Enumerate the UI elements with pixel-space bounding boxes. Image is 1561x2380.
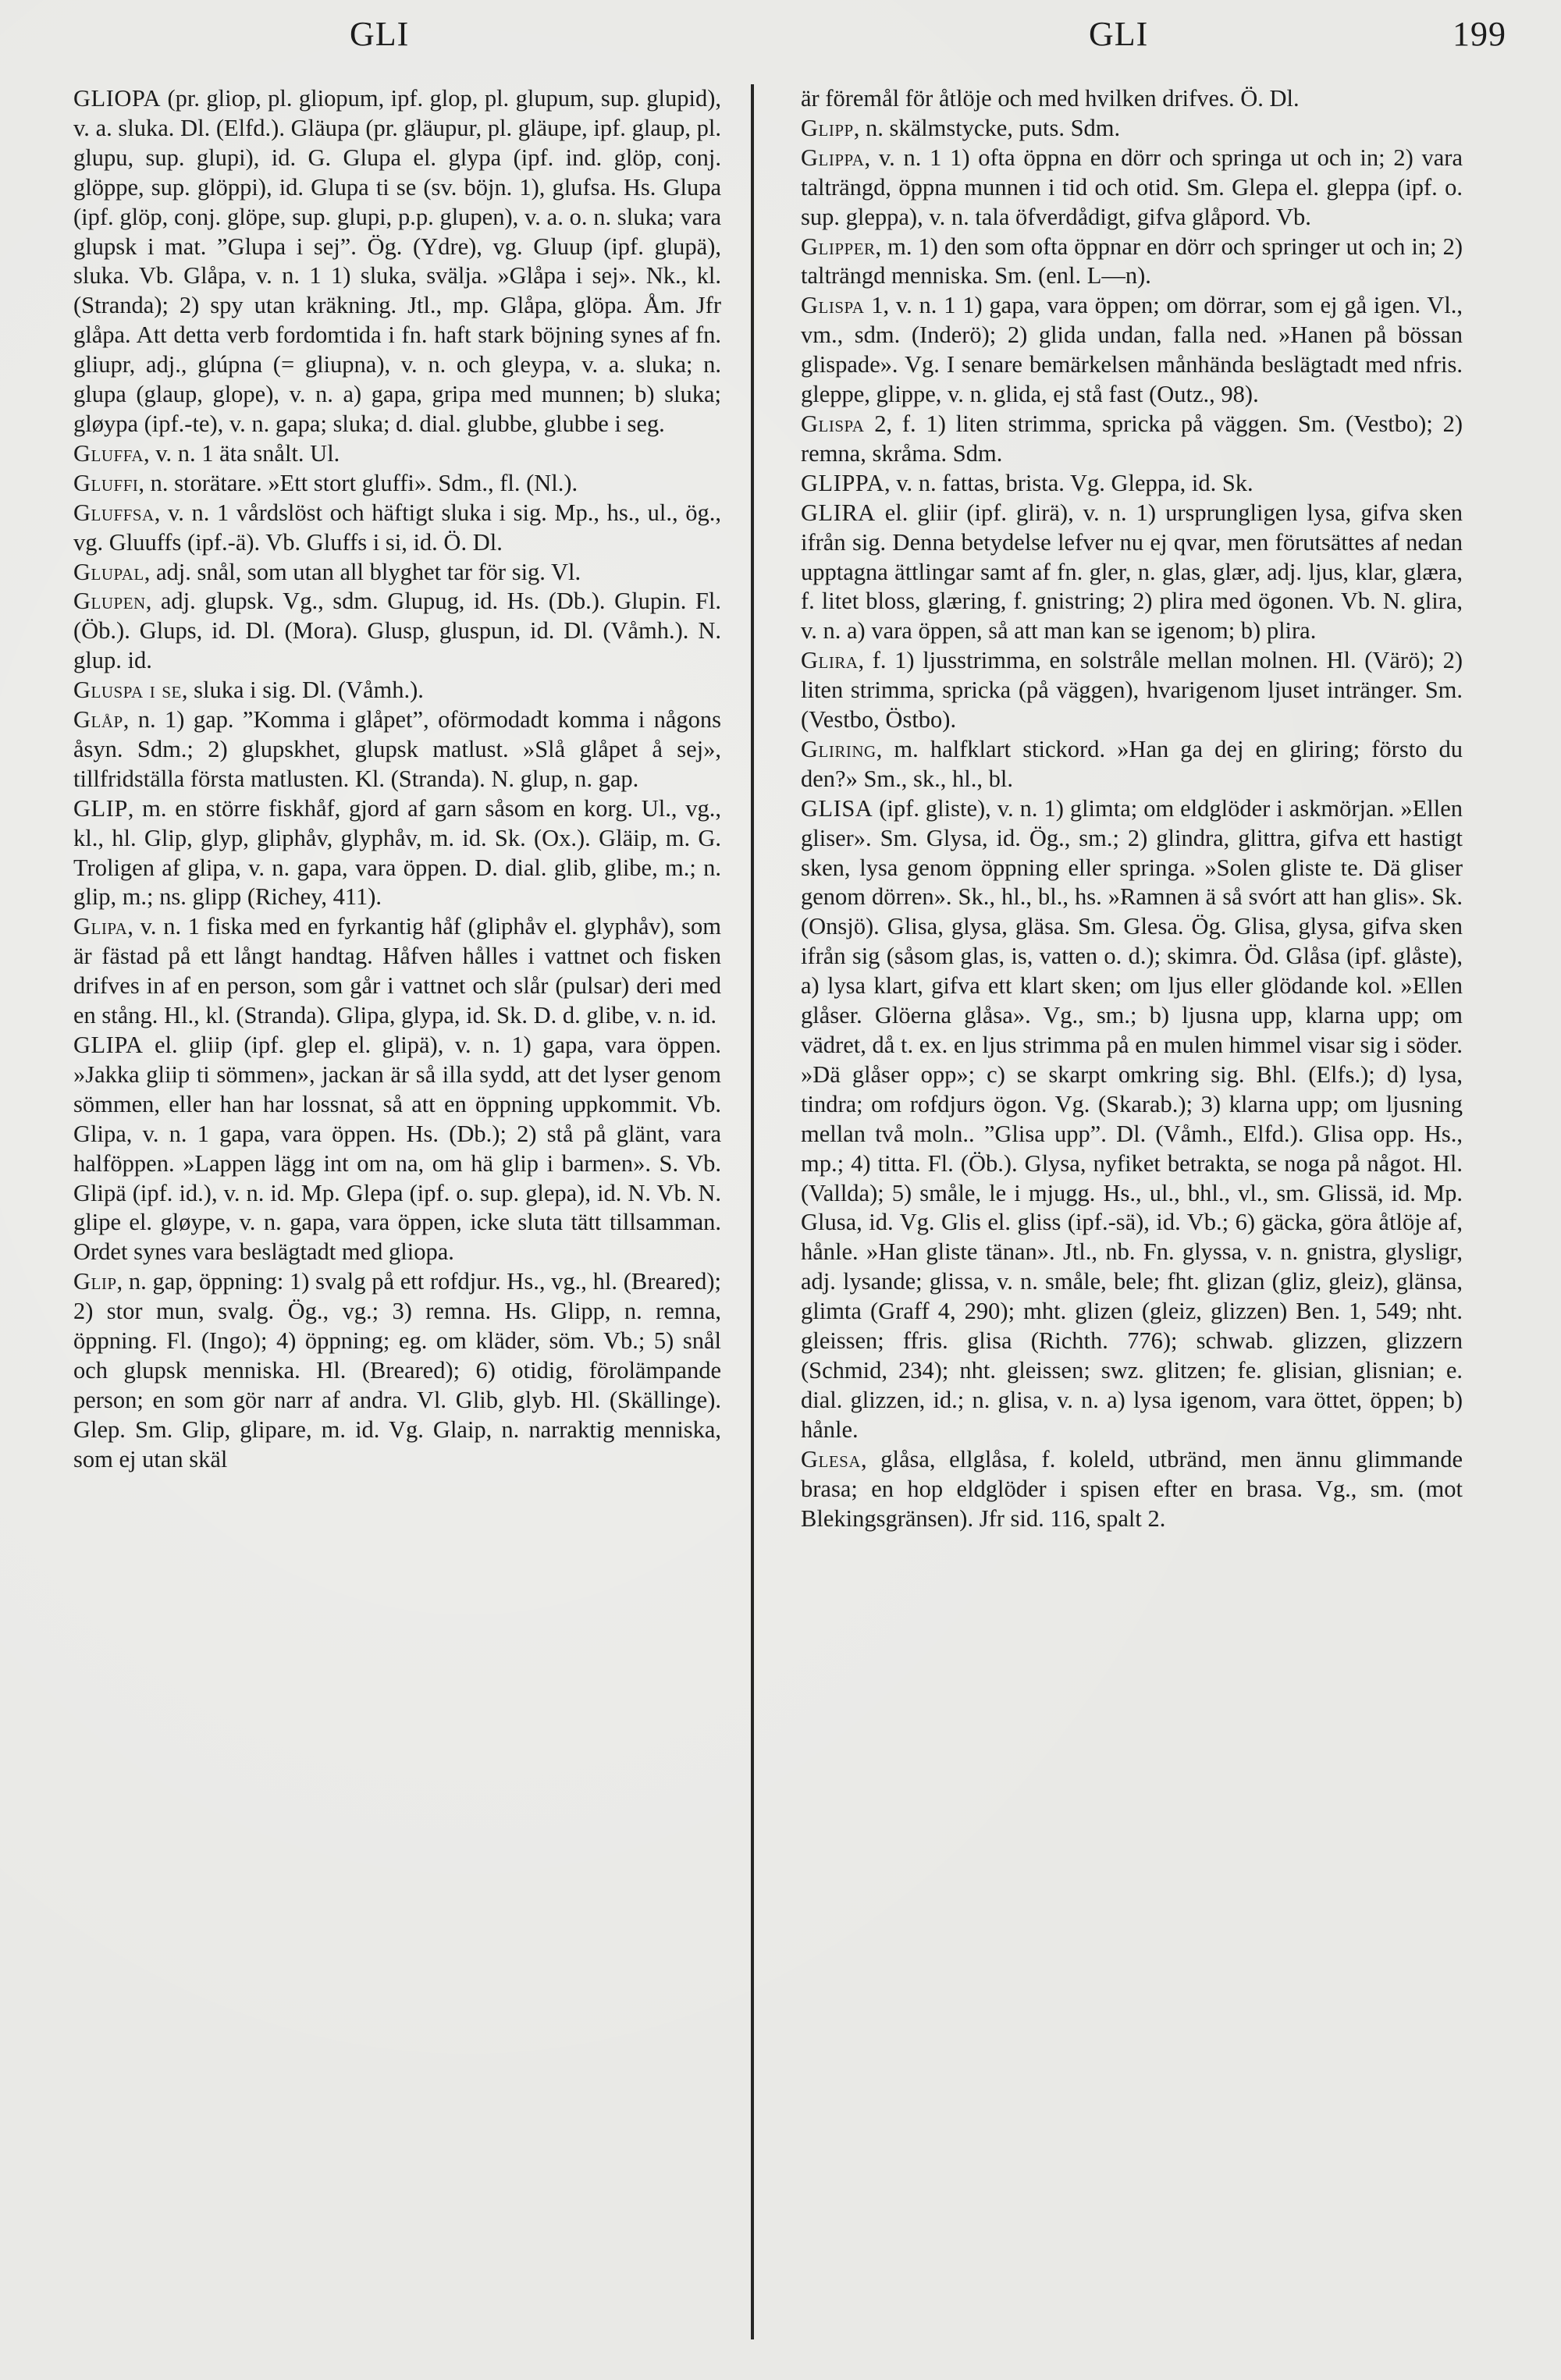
entry-text: , n. gap, öppning: 1) svalg på ett rofdjur. Hs., vg., hl. (Breared); 2) stor mun, svalg. Ög., vg.; 3) remna. Hs. Glipp, n. remna, öppning. Fl. (Ingo); 4) öppning; eg. om kläder, söm. Vb.; 5) snål och glupsk menniska. Hl. (Breared); 6) otidig, förolämpande person; en som gör narr af andra. Vl. Glib, glyb. Hl. (Skällinge). Glep. Sm. Glip, glipare, m. id. Vg. Glaip, n. narraktig menniska, som ej utan skäl	[73, 1268, 721, 1472]
entry-text: 2, f. 1) liten strimma, spricka på väggen. Sm. (Vestbo); 2) remna, skråma. Sdm.	[801, 410, 1463, 467]
dictionary-entry	[801, 291, 1463, 410]
entry-headword: GLIRA	[801, 499, 876, 526]
entry-text: el. gliip (ipf. glep el. glipä), v. n. 1) gapa, vara öppen. »Jakka gliip ti sömmen», jackan är så illa sydd, att det lyser genom sömmen, eller han har lossnat, så att en öppning uppkommit. Vb. Glipa, v. n. 1 gapa, vara öppen. Hs. (Db.); 2) stå på glänt, vara halföppen. »Lappen lägg int om na, om hä glip i barmen». S. Vb. Glipä (ipf. id.), v. n. id. Mp. Glepa (ipf. o. sup. glepa), id. N. Vb. N. glipe el. gløype, v. n. gapa, vara öppen, icke sluta tätt tillsamman. Ordet synes vara beslägtadt med gliopa.	[73, 1032, 721, 1266]
dictionary-entry	[73, 1031, 721, 1267]
entry-headword: GLIP	[73, 794, 128, 822]
running-head-left: GLI	[350, 15, 410, 53]
entry-text: 1, v. n. 1 1) gapa, vara öppen; om dörrar, som ej gå igen. Vl., vm., sdm. (Inderö); 2) glida undan, falla ned. »Hanen på bössan glispade». Vg. I senare bemärkelsen månhända beslägtadt med nfris. gleppe, glippe, v. n. glida, ej stå fast (Outz., 98).	[801, 292, 1463, 408]
dictionary-entry	[73, 676, 721, 705]
dictionary-entry	[801, 410, 1463, 469]
entry-text: , sluka i sig. Dl. (Våmh.).	[181, 677, 424, 704]
entry-text: , v. n. fattas, brista. Vg. Gleppa, id. Sk.	[884, 469, 1253, 496]
dictionary-entry	[801, 499, 1463, 647]
entry-headword: Glispa	[801, 410, 865, 437]
entry-headword: Glesa	[801, 1445, 862, 1472]
entry-text: (pr. gliop, pl. gliopum, ipf. glop, pl. glupum, sup. glupid), v. a. sluka. Dl. (Elfd.). Gläupa (pr. gläupur, pl. gläupe, ipf. glaup, pl. glupu, sup. glupi), id. G. Glupa el. glypa (ipf. ind. glöp, conj. glöppe, sup. glöppi), id. Glupa ti se (sv. böjn. 1), glufsa. Hs. Glupa (ipf. glöp, conj. glöpe, sup. glupi, p.p. glupen), v. a. o. n. sluka; vara glupsk i mat. ”Glupa i sej”. Ög. (Ydre), vg. Gluup (ipf. glupä), sluka. Vb. Glåpa, v. n. 1 1) sluka, svälja. »Glåpa i sej». Nk., kl. (Stranda); 2) spy utan kräkning. Jtl., mp. Glåpa, glöpa. Åm. Jfr glåpa. Att detta verb fordomtida i fn. haft stark böjning synes af fn. gliupr, adj., glúpna (= gliupna), v. n. och gleypa, v. a. sluka; n. glupa (glaup, glope), v. n. a) gapa, gripa med munnen; b) sluka; gløypa (ipf.-te), v. n. gapa; sluka; d. dial. glubbe, glubbe i seg.	[73, 85, 721, 437]
entry-headword: Glispa	[801, 292, 865, 319]
entry-text: , n. skälmstycke, puts. Sdm.	[853, 114, 1121, 141]
entry-text: (ipf. gliste), v. n. 1) glimta; om eldglöder i askmörjan. »Ellen gliser». Sm. Glysa, id. Ög., sm.; 2) glindra, glittra, gifva ett hastigt sken, lysa genom öppning eller springa. »Solen gliste te. Dä gliser genom dörren». Sk., hl., bl., hs. »Ramnen ä så svórt att han glis». Sk. (Onsjö). Glisa, glysa, gläsa. Sm. Glesa. Ög. Glisa, glysa, gifva sken ifrån sig (såsom glas, is, vatten o. d.); skimra. Öd. Glåsa (ipf. glåste), a) lysa klart, gifva ett klart sken; om ljus eller glödande kol. »Ellen glåser. Glöerna glåsa». Vg., sm.; b) ljusna upp, klarna upp; om vädret, då t. ex. en ljus strimma på en mulen himmel visar sig i söder. »Dä glåser opp»; c) se skarpt omkring sig. Bhl. (Elfs.); d) lysa, tindra; om rofdjurs ögon. Vg. (Skarab.); 3) klarna upp; om ljusning mellan två moln.. ”Glisa upp”. Dl. (Våmh., Elfd.). Glisa opp. Hs., mp.; 4) titta. Fl. (Öb.). Glysa, nyfiket betrakta, se noga på något. Hl. (Vallda); 5) småle, le i mjugg. Hs., ul., bhl., vl., sm. Glissä, id. Mp. Glusa, id. Vg. Glis el. gliss (ipf.-sä), id. Vb.; 6) gäcka, göra åtlöje af, hånle. »Han gliste tänan». Jtl., nb. Fn. glyssa, v. n. gnistra, glysligr, adj. lysande; glissa, v. n. småle, bele; fht. glizan (gliz, gleiz), glänsa, glimta (Graff 4, 290); mht. glizen (gleiz, glizzen) Ben. 1, 549; nht. gleissen; ffris. glisa (Richth. 776); schwab. glizzen, glizzern (Schmid, 234); nht. gleissen; swz. glitzen; fe. glisian, glisnian; e. dial. glizzen, id.; n. glisa, v. n. a) lysa igenom, vara öttet, öppen; b) hånle.	[801, 794, 1463, 1443]
entry-headword: GLISA	[801, 794, 873, 822]
entry-headword: Gluffa	[73, 439, 144, 467]
entry-text: , v. n. 1 fiska med en fyrkantig håf (gliphåv el. glyphåv), som är fästad på ett långt handtag. Håfven hålles i vattnet och fisken drifves in af en person, som går i vattnet och slår (pulsar) deri med en stång. Hl., kl. (Stranda). Glipa, glypa, id. Sk. D. d. glibe, v. n. id.	[73, 913, 721, 1029]
dictionary-entry	[801, 735, 1463, 794]
dictionary-entry	[801, 233, 1463, 292]
entry-text: el. gliir (ipf. glirä), v. n. 1) ursprungligen lysa, gifva sken ifrån sig. Denna betydelse lefver nu ej qvar, men förutsättes af nedan upptagna ättlingar samt af fn. gler, n. glas, glær, adj. ljus, klar, glæra, f. litet bloss, glæring, f. gnistring; 2) plira med ögonen. Vb. N. glira, v. n. a) vara öppen, så att man kan se igenom; b) plira.	[801, 499, 1463, 645]
entry-headword: Glipper	[801, 233, 876, 260]
entry-text: , m. 1) den som ofta öppnar en dörr och springer ut och in; 2) talträngd menniska. Sm. (enl. L—n).	[801, 233, 1463, 290]
entry-text: , n. storätare. »Ett stort gluffi». Sdm., fl. (Nl.).	[138, 469, 578, 496]
dictionary-entry	[801, 646, 1463, 735]
dictionary-entry	[73, 912, 721, 1031]
dictionary-entry	[73, 558, 721, 588]
entry-headword: Glipa	[73, 913, 128, 940]
dictionary-entry	[73, 499, 721, 558]
entry-text: , f. 1) ljusstrimma, en solstråle mellan molnen. Hl. (Värö); 2) liten strimma, spricka (på väggen), hvarigenom ljuset intränger. Sm. (Vestbo, Östbo).	[801, 647, 1463, 734]
entry-text: är föremål för åtlöje och med hvilken drifves. Ö. Dl.	[801, 85, 1300, 112]
right-column	[801, 84, 1463, 1533]
dictionary-entry	[801, 114, 1463, 144]
entry-headword: Glipp	[801, 114, 854, 141]
entry-text: , v. n. 1 vårdslöst och häftigt sluka i sig. Mp., hs., ul., ög., vg. Gluuffs (ipf.-ä). Vb. Gluffs i si, id. Ö. Dl.	[73, 499, 721, 556]
entry-headword: Glåp	[73, 706, 123, 734]
dictionary-entry	[73, 587, 721, 676]
entry-headword: GLIOPA	[73, 85, 162, 112]
page-number: 199	[1453, 15, 1506, 53]
left-column	[73, 84, 721, 1475]
entry-text: , m. halfklart stickord. »Han ga dej en gliring; försto du den?» Sm., sk., hl., bl.	[801, 735, 1463, 792]
dictionary-entry	[73, 1267, 721, 1474]
dictionary-entry	[801, 1445, 1463, 1534]
entry-headword: Glupen	[73, 588, 146, 615]
entry-text: , n. 1) gap. ”Komma i glåpet”, oförmodadt komma i någons åsyn. Sdm.; 2) glupskhet, glupsk matlust. »Slå glåpet å sej», tillfridställa första matlusten. Kl. (Stranda). N. glup, n. gap.	[73, 706, 721, 792]
dictionary-entry	[73, 469, 721, 499]
dictionary-entry	[73, 84, 721, 439]
entry-headword: Glip	[73, 1268, 117, 1295]
entry-text: , adj. snål, som utan all blyghet tar för sig. Vl.	[144, 558, 581, 585]
column-divider	[751, 84, 754, 2339]
running-head	[0, 6, 1561, 61]
entry-text: , m. en större fiskhåf, gjord af garn såsom en korg. Ul., vg., kl., hl. Glip, glyp, gliphåv, glyphåv, m. id. Sk. (Ox.). Gläip, m. G. Troligen af glipa, v. n. gapa, vara öppen. D. dial. glib, glibe, m.; n. glip, m.; ns. glipp (Richey, 411).	[73, 794, 721, 911]
entry-headword: Gluspa i se	[73, 677, 182, 704]
entry-headword: Gluffsa	[73, 499, 155, 526]
running-head-right: GLI	[1089, 15, 1149, 53]
dictionary-entry	[73, 794, 721, 913]
entry-text: , v. n. 1 1) ofta öppna en dörr och springa ut och in; 2) vara talträngd, öppna munnen i tid och otid. Sm. Glepa el. gleppa (ipf. o. sup. gleppa), v. n. tala öfverdådigt, gifva glåpord. Vb.	[801, 144, 1463, 230]
dictionary-entry	[801, 794, 1463, 1445]
dictionary-entry	[801, 144, 1463, 233]
entry-headword: Glupal	[73, 558, 144, 585]
entry-text: , v. n. 1 äta snålt. Ul.	[144, 439, 340, 467]
dictionary-entry	[73, 439, 721, 469]
entry-headword: Gliring	[801, 735, 877, 762]
entry-text: , glåsa, ellglåsa, f. koleld, utbränd, men ännu glimmande brasa; en hop eldglöder i spisen efter en brasa. Vg., sm. (mot Blekingsgränsen). Jfr sid. 116, spalt 2.	[801, 1445, 1463, 1532]
dictionary-entry	[73, 705, 721, 794]
dictionary-entry	[801, 84, 1463, 114]
dictionary-entry	[801, 469, 1463, 499]
entry-text: , adj. glupsk. Vg., sdm. Glupug, id. Hs. (Db.). Glupin. Fl. (Öb.). Glups, id. Dl. (Mora). Glusp, gluspun, id. Dl. (Våmh.). N. glup. id.	[73, 588, 721, 674]
entry-headword: GLIPPA	[801, 469, 884, 496]
entry-headword: Glippa	[801, 144, 865, 171]
entry-headword: Gluffi	[73, 469, 139, 496]
entry-headword: GLIPA	[73, 1032, 144, 1058]
entry-headword: Glira	[801, 647, 859, 674]
